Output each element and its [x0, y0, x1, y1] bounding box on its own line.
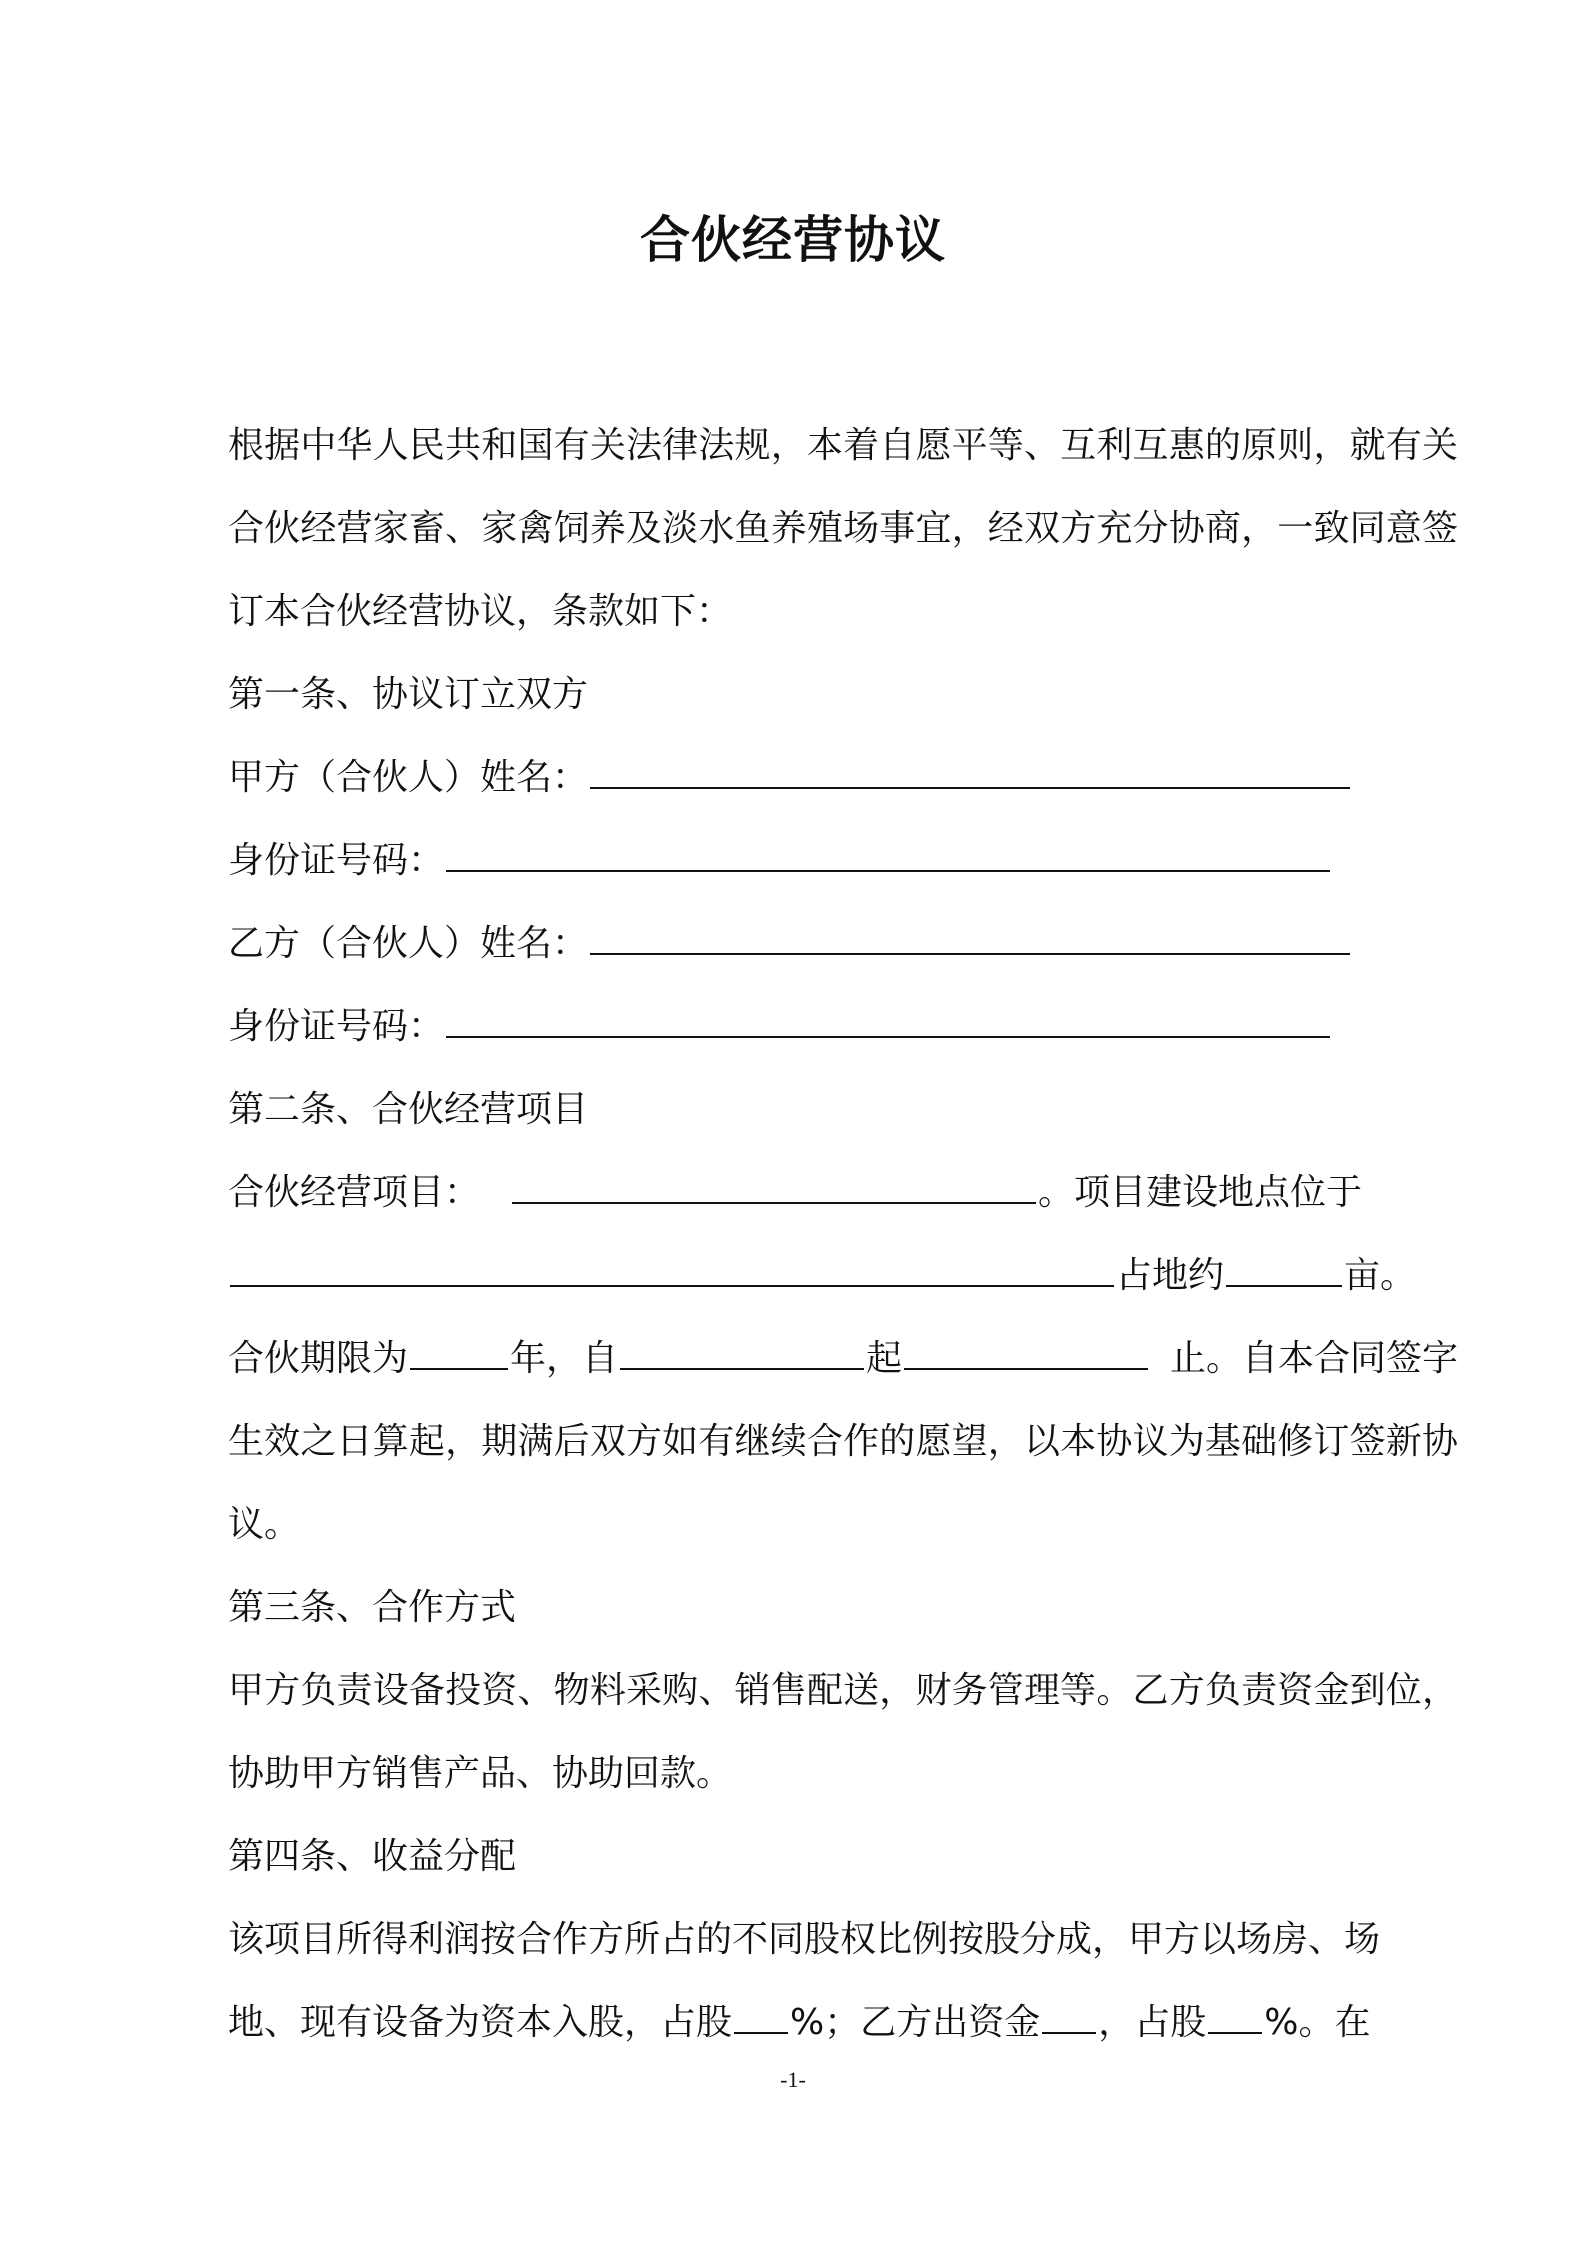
term-prefix: 合伙期限为: [228, 1338, 409, 1379]
article-2-heading: 第二条、合伙经营项目: [228, 1089, 589, 1130]
term-end-blank: [904, 1340, 1148, 1370]
article-4-text: 该项目所得利润按合作方所占的不同股权比例按股分成，甲方以场房、场: [228, 1919, 1381, 1960]
document-body: [228, 404, 1458, 2064]
project-blank: [512, 1174, 1036, 1204]
area-blank: [1226, 1257, 1342, 1287]
party-a-name-label: 甲方（合伙人）姓名：: [228, 757, 589, 798]
party-b-name-label: 乙方（合伙人）姓名：: [228, 923, 589, 964]
area-label: 占地约: [1116, 1255, 1225, 1296]
party-b-id-blank: [446, 1008, 1330, 1038]
location-label: 。项目建设地点位于: [1038, 1172, 1363, 1213]
party-a-name-blank: [590, 759, 1350, 789]
party-b-share-blank: [1208, 2004, 1262, 2034]
article-4-line-2: [228, 1981, 1458, 2064]
party-a-id-blank: [446, 842, 1330, 872]
article-4-line2-b: %；乙方出资金: [790, 2002, 1041, 2043]
page-number: -1-: [780, 2067, 806, 2092]
article-1-heading: 第一条、协议订立双方: [228, 674, 589, 715]
term-continuation: 止。自本合同签字生效之日算起，期满后双方如有继续合作的愿望，以本协议为基础修订签新协议。: [228, 1338, 1459, 1545]
party-a-share-blank: [734, 2004, 788, 2034]
party-b-capital-blank: [1042, 2004, 1096, 2034]
article-4-line2-a: 地、现有设备为资本入股，占股: [228, 2002, 733, 2043]
article-4-line2-c: ，占股: [1098, 2002, 1207, 2043]
term-start-blank: [620, 1340, 864, 1370]
location-blank: [230, 1257, 1114, 1287]
term-year-text: 年，自: [510, 1338, 619, 1379]
term-years-blank: [410, 1340, 508, 1370]
location-line: [228, 1234, 1458, 1317]
article-3-heading: 第三条、合作方式: [228, 1587, 517, 1628]
article-3-text: 甲方负责设备投资、物料采购、销售配送，财务管理等。乙方负责资金到位，协助甲方销售产品、协助回款。: [228, 1670, 1458, 1794]
area-unit: 亩。: [1344, 1255, 1417, 1296]
project-line: [228, 1151, 1458, 1234]
project-label: 合伙经营项目：: [228, 1172, 481, 1213]
party-a-name-line: [228, 736, 1458, 819]
article-4-heading: 第四条、收益分配: [228, 1836, 517, 1877]
party-a-id-line: [228, 819, 1458, 902]
preamble-paragraph: 根据中华人民共和国有关法律法规，本着自愿平等、互利互惠的原则，就有关合伙经营家畜、家禽饲养及淡水鱼养殖场事宜，经双方充分协商，一致同意签订本合伙经营协议，条款如下：: [228, 425, 1458, 632]
article-4-line2-d: %。在: [1264, 2002, 1371, 2043]
party-b-id-label: 身份证号码：: [228, 1006, 445, 1047]
party-a-id-label: 身份证号码：: [228, 840, 445, 881]
party-b-name-blank: [590, 925, 1350, 955]
document-title: 合伙经营协议: [640, 211, 946, 269]
term-from-text: 起: [866, 1338, 903, 1379]
party-b-name-line: [228, 902, 1458, 985]
party-b-id-line: [228, 985, 1458, 1068]
